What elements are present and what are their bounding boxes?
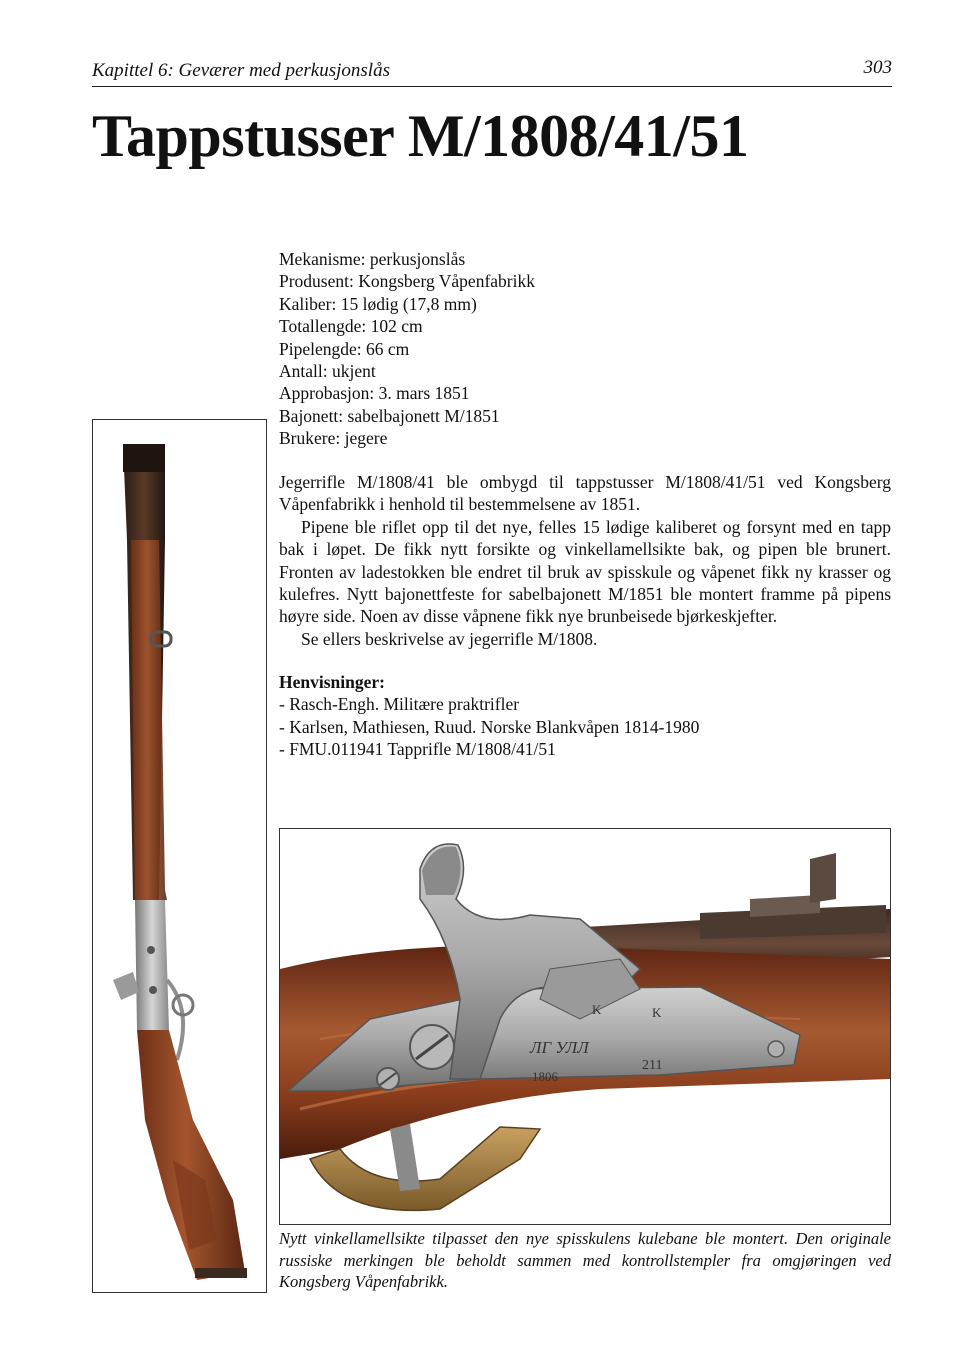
photo-caption: Nytt vinkellamellsikte tilpasset den nye spisskulens kulebane ble montert. Den originale russiske merkingen ble beholdt sammen med kontrollstempler fra omgjøringen ved Kongsberg Våpenfabrikk.: [279, 1229, 891, 1291]
reference-item: - Rasch-Engh. Militære praktrifler: [279, 694, 520, 715]
spec-total-length: Totallengde: 102 cm: [279, 316, 423, 337]
reference-item: - FMU.011941 Tapprifle M/1808/41/51: [279, 739, 556, 760]
body-paragraph: Pipene ble riflet opp til det nye, felles 15 lødige kaliberet og forsynt med en tapp bak i løpet. De fikk nytt forsikte og vinkellamellsikte bak, og pipen ble brunert. Fronten av ladestokken ble endret til bruk av spisskule og våpenet fikk ny krasser og kulefres. Nytt bajonettfeste for sabelbajonett M/1851 ble montert framme på pipens høyre side. Noen av disse våpnene fikk nye brunbeisede bjørkeskjefter.: [279, 516, 891, 627]
lock-mark-cyrillic: ЛГ УЛЛ: [530, 1038, 589, 1057]
spec-quantity: Antall: ukjent: [279, 361, 376, 382]
spec-mechanism: Mekanisme: perkusjonslås: [279, 249, 466, 269]
spec-caliber: Kaliber: 15 lødig (17,8 mm): [279, 293, 477, 314]
spec-barrel-length: Pipelengde: 66 cm: [279, 338, 410, 359]
body-paragraph: Jegerrifle M/1808/41 ble ombygd til tappstusser M/1808/41/51 ved Kongsberg Våpenfabrikk i henhold til bestemmelsene av 1851.: [279, 472, 891, 515]
references: [279, 671, 891, 761]
rifle-illustration: [93, 420, 266, 1292]
body-text: [279, 471, 891, 650]
spec-manufacturer: Produsent: Kongsberg Våpenfabrikk: [279, 271, 535, 292]
lock-illustration: [280, 829, 890, 1224]
reference-item: - Karlsen, Mathiesen, Ruud. Norske Blankvåpen 1814-1980: [279, 716, 700, 737]
lock-mark-year: 1806: [532, 1069, 558, 1084]
spec-bayonet: Bajonett: sabelbajonett M/1851: [279, 405, 500, 426]
lock-mark-k1: K: [592, 1002, 602, 1017]
body-paragraph: Se ellers beskrivelse av jegerrifle M/1808.: [301, 628, 598, 649]
spec-approval: Approbasjon: 3. mars 1851: [279, 383, 470, 404]
running-header: [92, 58, 892, 87]
page-title: Tappstusser M/1808/41/51: [92, 103, 749, 169]
lock-mark-serial: 211: [642, 1058, 663, 1073]
references-heading: Henvisninger:: [279, 672, 385, 692]
lock-mark-k2: K: [652, 1005, 662, 1020]
spec-list: [279, 248, 891, 450]
chapter-title: Kapittel 6: Geværer med perkusjonslås: [92, 60, 390, 81]
page-number: 303: [863, 57, 892, 78]
rifle-photo: [92, 419, 267, 1293]
lock-closeup-photo: [279, 828, 891, 1225]
spec-users: Brukere: jegere: [279, 428, 388, 449]
